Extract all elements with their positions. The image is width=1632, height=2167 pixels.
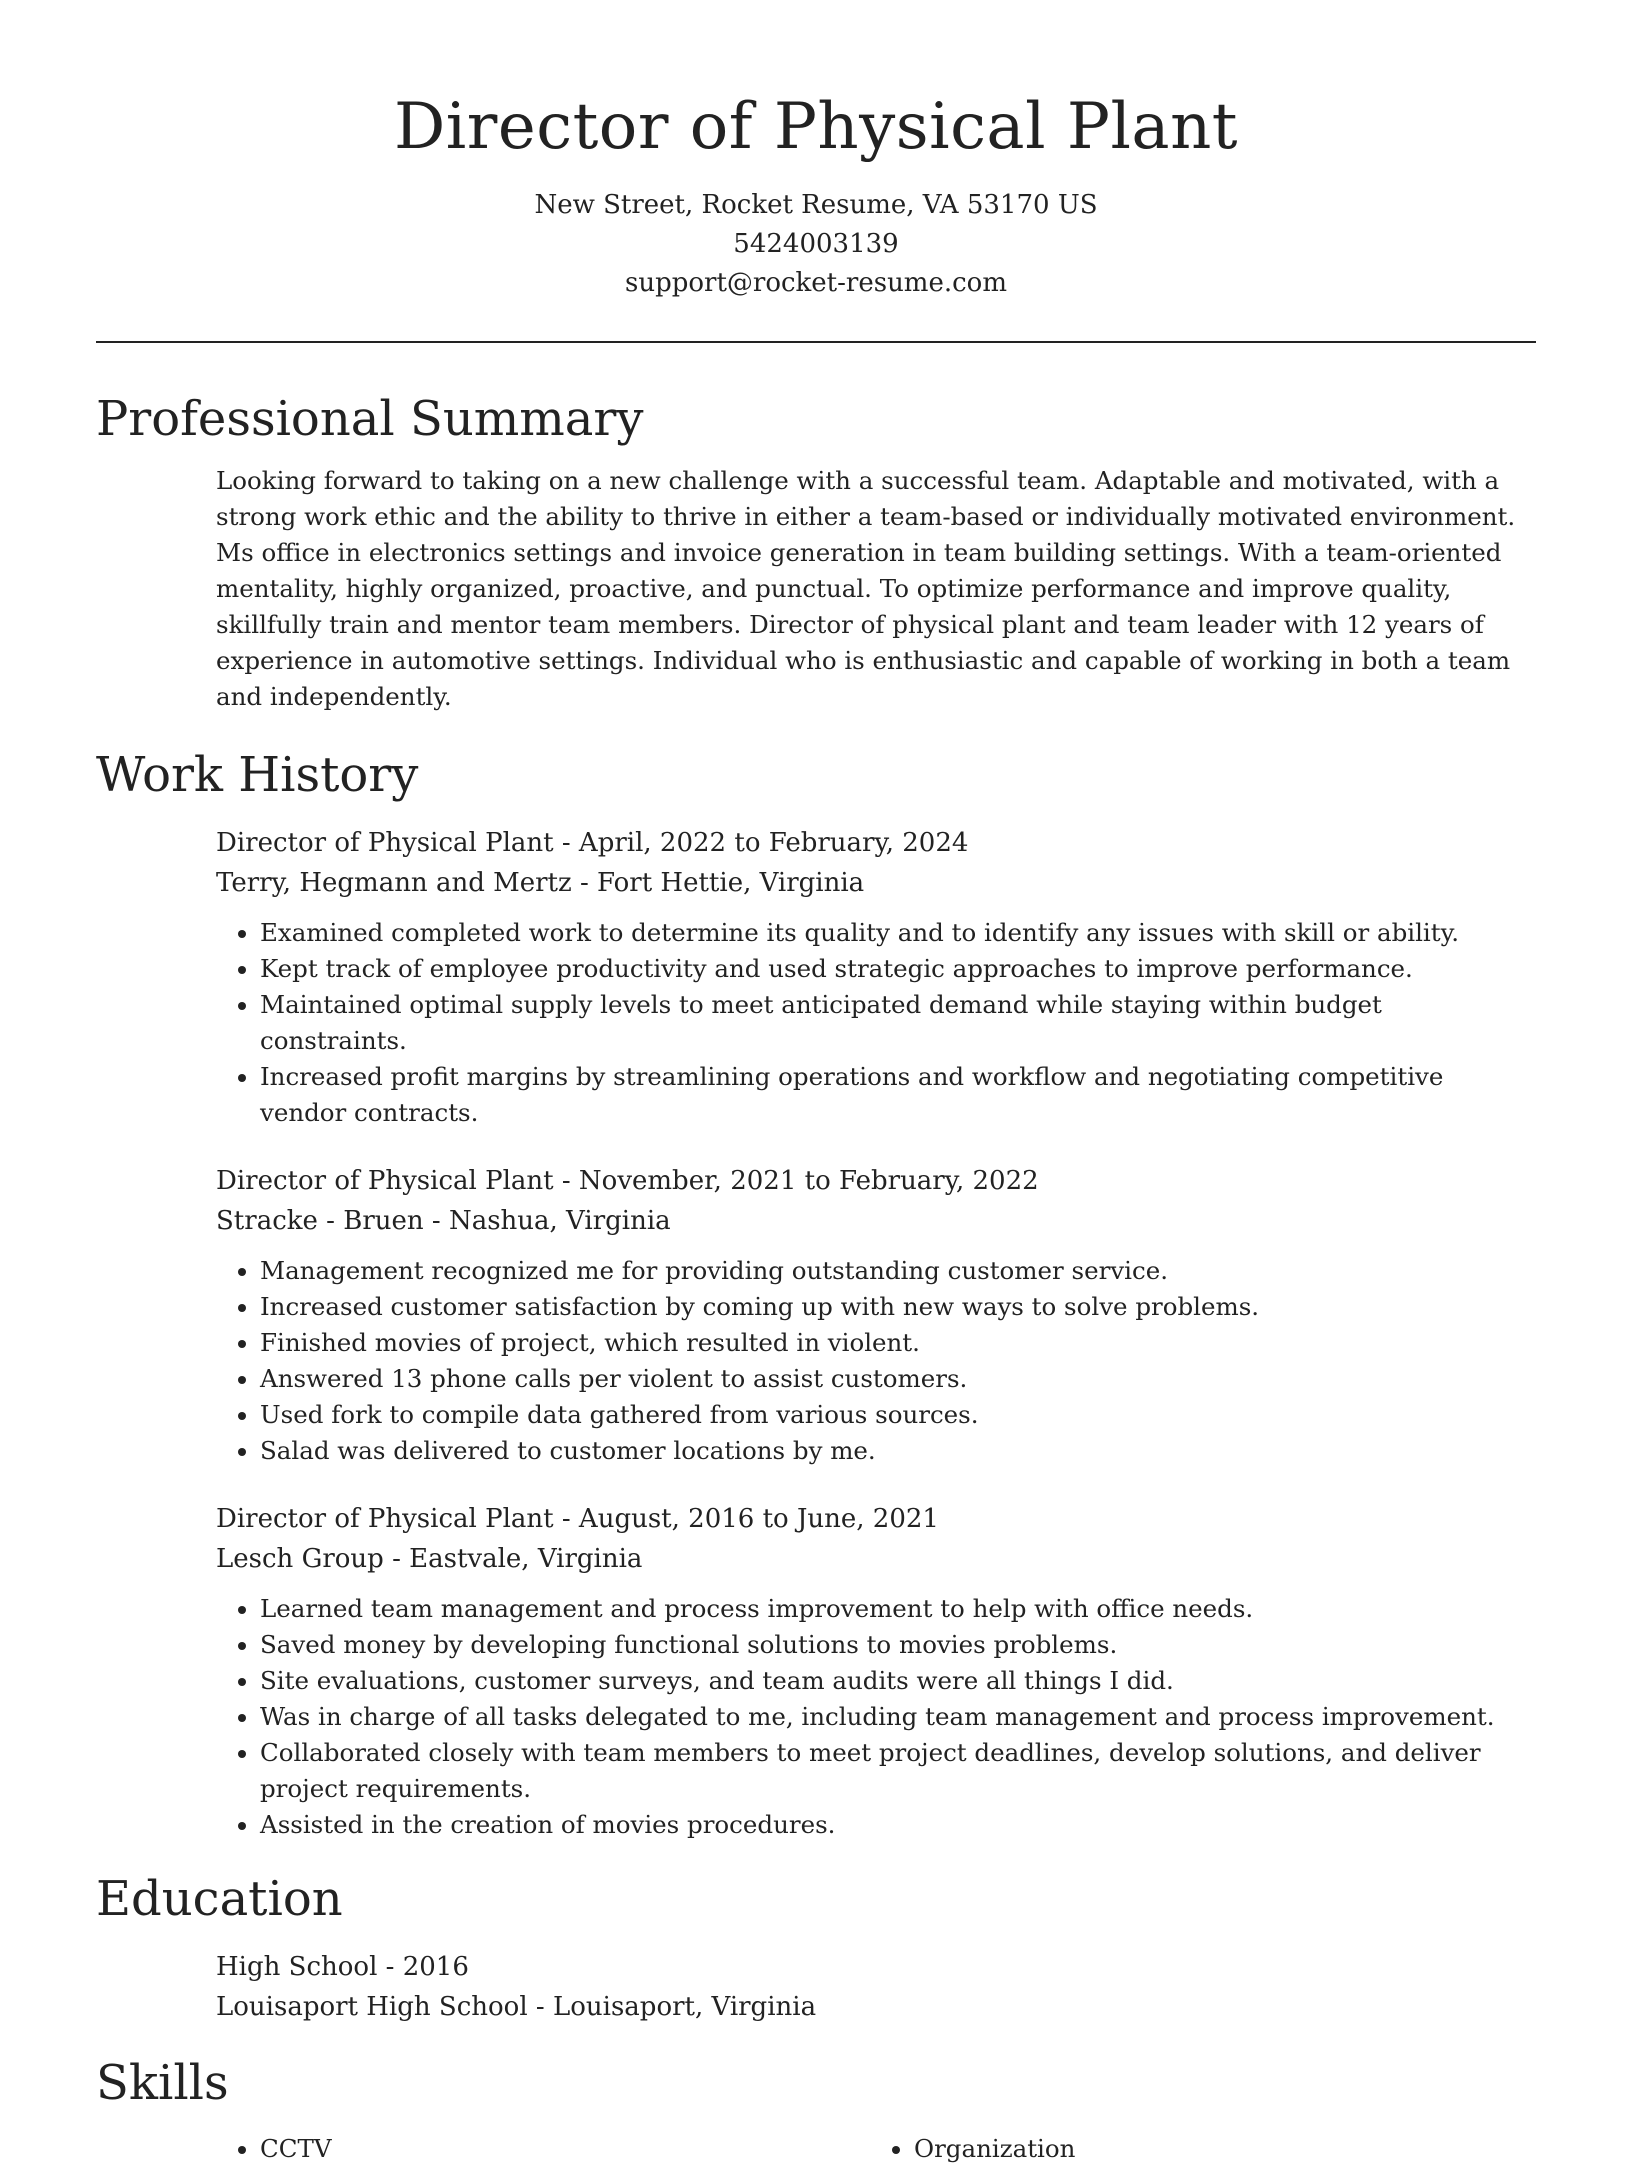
education-location: - Louisaport, Virginia: [527, 1992, 817, 2022]
duty-item: • Maintained optimal supply levels to meet anticipated demand while staying within budget constraints.: [260, 987, 1524, 1059]
contact-email: support@rocket-resume.com: [624, 268, 1007, 298]
resume-header: [96, 0, 1536, 303]
contact-phone: 5424003139: [733, 229, 899, 259]
duty-item: • Saved money by developing functional solutions to movies problems.: [260, 1627, 1524, 1663]
skills-grid: [216, 2131, 1524, 2167]
skill-item: • Organization: [914, 2131, 1524, 2167]
job-duties: [216, 915, 1524, 1131]
job-company: Stracke - Bruen: [216, 1206, 424, 1236]
duty-item: • Increased profit margins by streamlining operations and workflow and negotiating competitive vendor contracts.: [260, 1059, 1524, 1131]
skills-heading: Skills: [96, 2055, 229, 2111]
skills-column-left: [216, 2131, 870, 2167]
job-company: Lesch Group: [216, 1544, 384, 1574]
duty-item: • Kept track of employee productivity and used strategic approaches to improve performance.: [260, 951, 1524, 987]
contact-block: [96, 186, 1536, 303]
job-entry: [216, 823, 1524, 1131]
job-location: - Eastvale, Virginia: [383, 1544, 643, 1574]
header-divider: [96, 341, 1536, 343]
education-section: [216, 1947, 1524, 2027]
duty-item: • Collaborated closely with team members to meet project deadlines, develop solutions, and deliver project requirements.: [260, 1735, 1524, 1807]
resume-page: [96, 0, 1536, 2167]
duty-item: • Assisted in the creation of movies procedures.: [260, 1807, 1524, 1843]
job-company-line: [216, 863, 1524, 903]
education-degree-line: [216, 1947, 1524, 1987]
job-company: Terry, Hegmann and Mertz: [216, 868, 572, 898]
work-history-section: [216, 823, 1524, 1843]
job-company-line: [216, 1539, 1524, 1579]
job-title: Director of Physical Plant: [216, 828, 554, 858]
job-location: - Fort Hettie, Virginia: [571, 868, 865, 898]
job-entry: [216, 1161, 1524, 1469]
job-company-line: [216, 1201, 1524, 1241]
job-title-line: [216, 1499, 1524, 1539]
job-dates: - April, 2022 to February, 2024: [553, 828, 969, 858]
duty-item: • Salad was delivered to customer locations by me.: [260, 1433, 1524, 1469]
education-degree: High School: [216, 1952, 378, 1982]
skill-item: • CCTV: [260, 2131, 870, 2167]
duty-item: • Increased customer satisfaction by coming up with new ways to solve problems.: [260, 1289, 1524, 1325]
duty-item: • Answered 13 phone calls per violent to assist customers.: [260, 1361, 1524, 1397]
job-entry: [216, 1499, 1524, 1843]
job-title-line: [216, 1161, 1524, 1201]
job-location: - Nashua, Virginia: [423, 1206, 671, 1236]
job-title: Director of Physical Plant: [216, 1504, 554, 1534]
job-title-line: [216, 823, 1524, 863]
work-history-heading: Work History: [96, 747, 419, 803]
job-dates: - August, 2016 to June, 2021: [553, 1504, 939, 1534]
skills-section: [216, 2131, 1524, 2167]
duty-item: • Management recognized me for providing outstanding customer service.: [260, 1253, 1524, 1289]
education-entry: [216, 1947, 1524, 2027]
summary-text: Looking forward to taking on a new challenge with a successful team. Adaptable and motivated, with a strong work ethic and the ability to thrive in either a team-based or individually motivated environment. Ms office in electronics settings and invoice generation in team building settings. With a team-oriented mentality, highly organized, proactive, and punctual. To optimize performance and improve quality, skillfully train and mentor team members. Director of physical plant and team leader with 12 years of experience in automotive settings. Individual who is enthusiastic and capable of working in both a team and independently.: [216, 466, 1516, 711]
job-duties: [216, 1591, 1524, 1843]
skills-column-right: [870, 2131, 1524, 2167]
job-title: Director of Physical Plant: [216, 1166, 554, 1196]
duty-item: • Examined completed work to determine its quality and to identify any issues with skill or ability.: [260, 915, 1524, 951]
education-year: - 2016: [377, 1952, 469, 1982]
job-dates: - November, 2021 to February, 2022: [553, 1166, 1039, 1196]
duty-item: • Was in charge of all tasks delegated to me, including team management and process improvement.: [260, 1699, 1524, 1735]
education-school: Louisaport High School: [216, 1992, 528, 2022]
education-school-line: [216, 1987, 1524, 2027]
duty-item: • Site evaluations, customer surveys, and team audits were all things I did.: [260, 1663, 1524, 1699]
duty-item: • Learned team management and process improvement to help with office needs.: [260, 1591, 1524, 1627]
resume-name: Director of Physical Plant: [393, 90, 1239, 164]
job-duties: [216, 1253, 1524, 1469]
education-heading: Education: [96, 1871, 343, 1927]
summary-section: [216, 463, 1524, 715]
contact-address: New Street, Rocket Resume, VA 53170 US: [534, 190, 1098, 220]
duty-item: • Finished movies of project, which resulted in violent.: [260, 1325, 1524, 1361]
duty-item: • Used fork to compile data gathered from various sources.: [260, 1397, 1524, 1433]
summary-heading: Professional Summary: [96, 391, 644, 447]
